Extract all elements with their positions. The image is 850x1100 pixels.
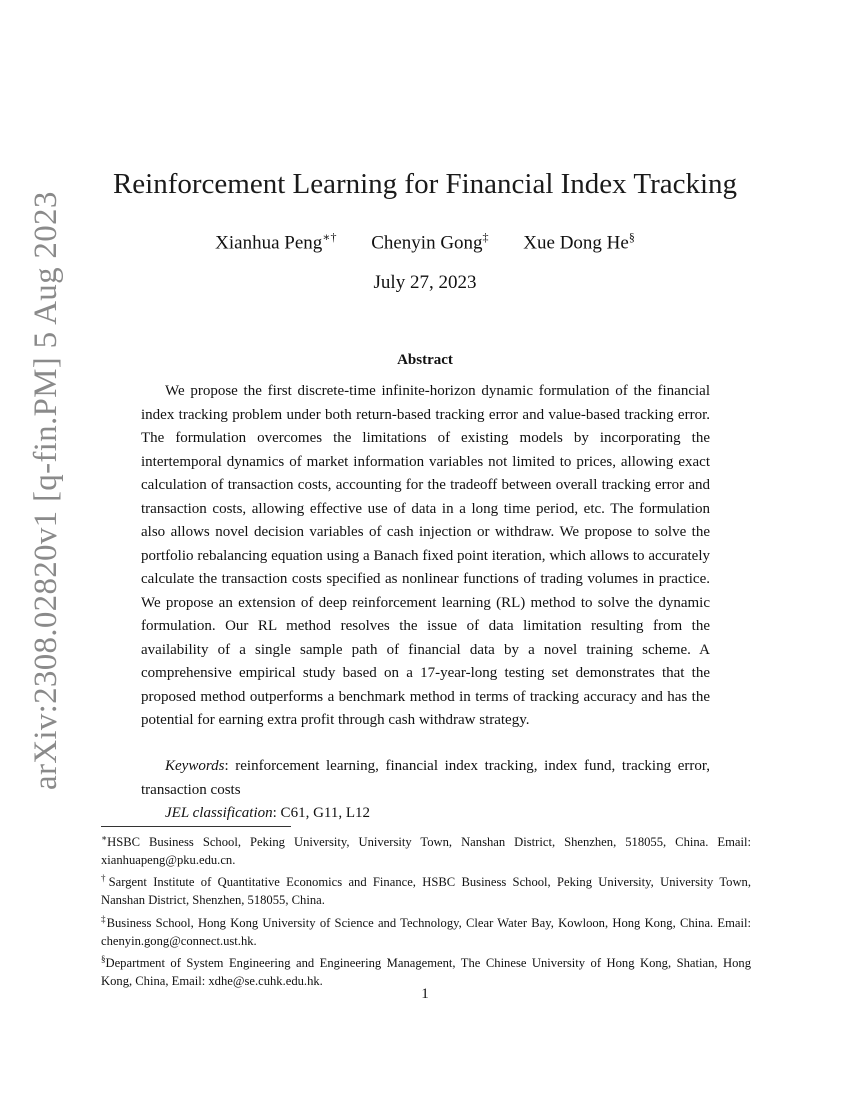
jel-label: JEL classification [165, 805, 273, 821]
footnote-divider [101, 826, 291, 827]
author-footnote-marks[interactable]: ‡ [482, 230, 489, 244]
paper-date: July 27, 2023 [373, 272, 477, 293]
footnote-1 [101, 830, 751, 869]
author-name: Chenyin Gong [371, 232, 483, 254]
footnote-2 [101, 870, 751, 909]
author-list [0, 230, 850, 254]
abstract-heading: Abstract [397, 352, 453, 368]
jel-text: : C61, G11, L12 [272, 805, 371, 821]
author-1 [215, 230, 336, 254]
arxiv-identifier-stamp[interactable]: arXiv:2308.02820v1 [q-fin.PM] 5 Aug 2023 [28, 191, 64, 790]
author-2 [371, 230, 488, 254]
author-name: Xianhua Peng [215, 232, 323, 254]
footnote-text: Sargent Institute of Quantitative Economics and Finance, HSBC Business School, Peking University, University Town, Nanshan District, Shenzhen, 518055, China. [101, 875, 752, 908]
page-number: 1 [421, 986, 429, 1002]
author-footnote-marks[interactable]: ∗† [322, 230, 337, 244]
footnote-mark: § [101, 954, 106, 965]
footnote-mark: † [101, 873, 109, 884]
author-3 [523, 230, 635, 254]
author-name: Xue Dong He [523, 232, 629, 254]
footnote-text: HSBC Business School, Peking University, University Town, Nanshan District, Shenzhen, 518055, China. Email: xianhuapeng@pku.edu.cn. [101, 835, 751, 867]
keywords-label: Keywords [165, 758, 225, 774]
footnote-mark: ‡ [101, 913, 107, 924]
keywords-text: : reinforcement learning, financial index tracking, index fund, tracking error, transaction costs [141, 758, 710, 798]
footnote-text: Department of System Engineering and Engineering Management, The Chinese University of Hong Kong, Shatian, Hong Kong, China, Email: xdhe@se.cuhk.edu.hk. [101, 956, 751, 988]
abstract-body: We propose the first discrete-time infinite-horizon dynamic formulation of the financial index tracking problem under both return-based tracking error and value-based tracking error. The formulation overcomes the limitations of existing models by incorporating the intertemporal dynamics of market information variables not limited to prices, allowing exact calculation of transaction costs, accounting for the tradeoff between overall tracking error and transaction costs, allowing effective use of data in a long time period, etc. The formulation also allows novel decision variables of cash injection or withdraw. We propose to solve the portfolio rebalancing equation using a Banach fixed point iteration, which allows to accurately calculate the transaction costs specified as nonlinear functions of trading volumes in practice. We propose an extension of deep reinforcement learning (RL) method to solve the dynamic formulation. Our RL method resolves the issue of data limitation resulting from the availability of a single sample path of financial data by a novel training scheme. A comprehensive empirical study based on a 17-year-long testing set demonstrates that the proposed method outperforms a benchmark method in terms of tracking accuracy and has the potential for earning extra profit through cash withdraw strategy. [141, 383, 710, 728]
footnote-3 [101, 911, 751, 950]
paper-title: Reinforcement Learning for Financial Index Tracking [112, 168, 738, 200]
footnote-4 [101, 951, 751, 990]
footnotes-section [101, 830, 751, 992]
footnote-text: Business School, Hong Kong University of Science and Technology, Clear Water Bay, Kowloon, Hong Kong, China. Email: chenyin.gong@connect.ust.hk. [101, 915, 752, 948]
author-footnote-marks[interactable]: § [628, 230, 635, 244]
jel-classification-line [165, 802, 370, 826]
keywords-line [141, 755, 710, 802]
footnote-mark: ∗ [101, 833, 108, 843]
